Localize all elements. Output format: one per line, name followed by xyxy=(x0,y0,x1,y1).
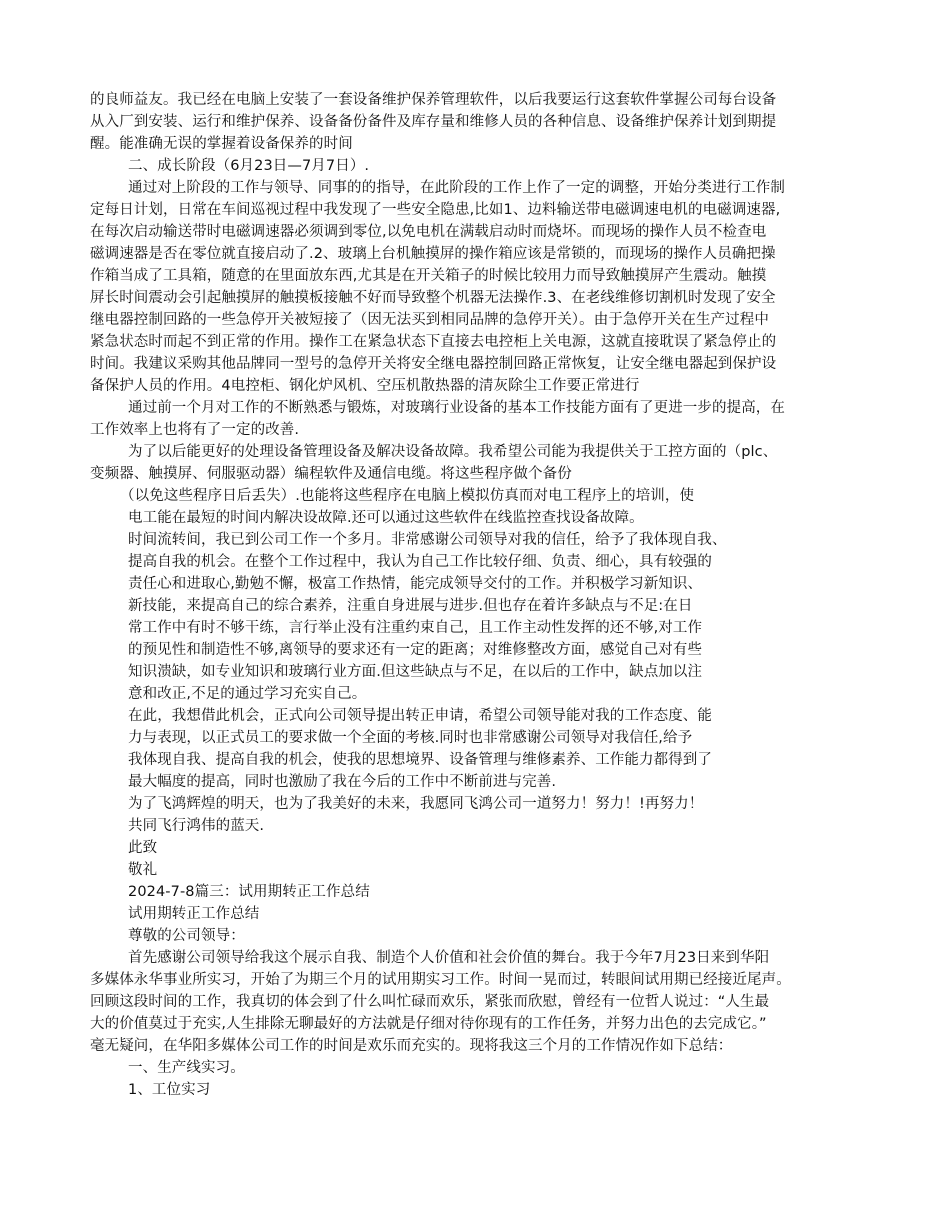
text-line: （以免这些程序日后丢失）.也能将这些程序在电脑上模拟仿真而对电工程序上的培训，使 xyxy=(120,488,695,504)
text-line: 的预见性和制造性不够,离领导的要求还有一定的距离；对维修整改方面，感觉自己对有些 xyxy=(128,642,703,658)
text-line: 电工能在最短的时间内解决设故障.还可以通过这些软件在线监控查找设备故障。 xyxy=(128,510,644,526)
greeting-line: 尊敬的公司领导： xyxy=(128,928,245,944)
salutation-line: 敬礼 xyxy=(128,862,158,878)
text-line: 为了飞鸿辉煌的明天，也为了我美好的未来，我愿同飞鸿公司一道努力！努力！!再努力！ xyxy=(128,796,704,812)
section-heading: 二、成长阶段（6月23日—7月7日）. xyxy=(128,158,370,174)
text-line: 定每日计划，日常在车间巡视过程中我发现了一些安全隐患,比如1、边料输送带电磁调速电机的电磁调速器, xyxy=(90,202,781,218)
section-heading: 一、生产线实习。 xyxy=(128,1060,245,1076)
text-line: 通过对上阶段的工作与领导、同事的的指导，在此阶段的工作上作了一定的调整，开始分类进行工作制 xyxy=(128,180,785,196)
salutation-line: 此致 xyxy=(128,840,158,856)
text-line: 常工作中有时不够干练，言行举止没有注重约束自己，且工作主动性发挥的还不够,对工作 xyxy=(128,620,703,636)
text-line: 力与表现，以正式员工的要求做一个全面的考核.同时也非常感谢公司领导对我信任,给予 xyxy=(128,730,693,746)
text-line: 毫无疑问，在华阳多媒体公司工作的时间是欢乐而充实的。现将我这三个月的工作情况作如下总结： xyxy=(90,1038,733,1054)
text-line: 磁调速器是否在零位就直接启动了.2、玻璃上台机触摸屏的操作箱应该是常锁的，而现场的操作人员确把操 xyxy=(90,246,776,262)
text-line: 变频器、触摸屏、伺服驱动器）编程软件及通信电缆。将这些程序做个备份 xyxy=(90,466,572,482)
date-heading: 2024-7-8篇三：试用期转正工作总结 xyxy=(128,884,370,900)
text-line: 醒。能准确无误的掌握着设备保养的时间 xyxy=(90,136,353,152)
text-line: 责任心和进取心,勤勉不懈，极富工作热情，能完成领导交付的工作。并积极学习新知识、 xyxy=(128,576,703,592)
text-line: 最大幅度的提高，同时也激励了我在今后的工作中不断前进与完善. xyxy=(128,774,557,790)
text-line: 时间流转间，我已到公司工作一个多月。非常感谢公司领导对我的信任，给予了我体现自我、 xyxy=(128,532,727,548)
subsection-heading: 1、工位实习 xyxy=(128,1082,211,1098)
text-line: 在此，我想借此机会，正式向公司领导提出转正申请，希望公司领导能对我的工作态度、能 xyxy=(128,708,712,724)
text-line: 工作效率上也将有了一定的改善. xyxy=(90,422,300,438)
text-line: 我体现自我、提高自我的机会，使我的思想境界、设备管理与维修素养、工作能力都得到了 xyxy=(128,752,712,768)
text-line: 从入厂到安装、运行和维护保养、设备备份备件及库存量和维修人员的各种信息、设备维护保养计划到期提 xyxy=(90,114,777,130)
text-line: 回顾这段时间的工作，我真切的体会到了什么叫忙碌而欢乐，紧张而欣慰，曾经有一位哲人说过：“人生最 xyxy=(90,994,770,1010)
text-line: 备保护人员的作用。4电控柜、钢化炉风机、空压机散热器的清灰除尘工作要正常进行 xyxy=(90,378,640,394)
text-line: 继电器控制回路的一些急停开关被短接了（因无法买到相同品牌的急停开关）。由于急停开关在生产过程中 xyxy=(90,312,769,328)
text-line: 知识溃缺，如专业知识和玻璃行业方面.但这些缺点与不足，在以后的工作中，缺点加以注 xyxy=(128,664,703,680)
text-line: 在每次启动输送带时电磁调速器必须调到零位,以免电机在满载启动时而烧坏。而现场的操作人员不检查电 xyxy=(90,224,767,240)
text-line: 屏长时间震动会引起触摸屏的触摸板接触不好而导致整个机器无法操作.3、在老线维修切割机时发现了安全 xyxy=(90,290,776,306)
text-line: 新技能，来提高自己的综合素养，注重自身进展与进步.但也存在着许多缺点与不足:在日 xyxy=(128,598,693,614)
text-line: 作箱当成了工具箱，随意的在里面放东西,尤其是在开关箱子的时候比较用力而导致触摸屏产生震动。触摸 xyxy=(90,268,767,284)
text-line: 通过前一个月对工作的不断熟悉与锻炼，对玻璃行业设备的基本工作技能方面有了更进一步的提高，在 xyxy=(128,400,785,416)
document-title: 试用期转正工作总结 xyxy=(128,906,260,922)
text-line: 提高自我的机会。在整个工作过程中，我认为自己工作比较仔细、负责、细心，具有较强的 xyxy=(128,554,712,570)
text-line: 共同飞行鸿伟的蓝天. xyxy=(128,818,265,834)
text-line: 紧急状态时而起不到正常的作用。操作工在紧急状态下直接去电控柜上关电源，这就直接耽误了紧急停止的 xyxy=(90,334,777,350)
text-line: 时间。我建议采购其他品牌同一型号的急停开关将安全继电器控制回路正常恢复，让安全继电器起到保护设 xyxy=(90,356,777,372)
text-line: 意和改正,不足的通过学习充实自己。 xyxy=(128,686,367,702)
text-line: 多媒体永华事业所实习，开始了为期三个月的试用期实习工作。时间一晃而过，转眼间试用期已经接近尾声。 xyxy=(90,972,791,988)
text-line: 大的价值莫过于充实,人生排除无聊最好的方法就是仔细对待你现有的工作任务，并努力出色的去完成它。” xyxy=(90,1016,767,1032)
text-line: 为了以后能更好的处理设备管理设备及解决设备故障。我希望公司能为我提供关于工控方面的（plc、 xyxy=(128,444,778,460)
text-line: 的良师益友。我已经在电脑上安装了一套设备维护保养管理软件，以后我要运行这套软件掌握公司每台设备 xyxy=(90,92,777,108)
text-line: 首先感谢公司领导给我这个展示自我、制造个人价值和社会价值的舞台。我于今年7月23日来到华阳 xyxy=(128,950,770,966)
